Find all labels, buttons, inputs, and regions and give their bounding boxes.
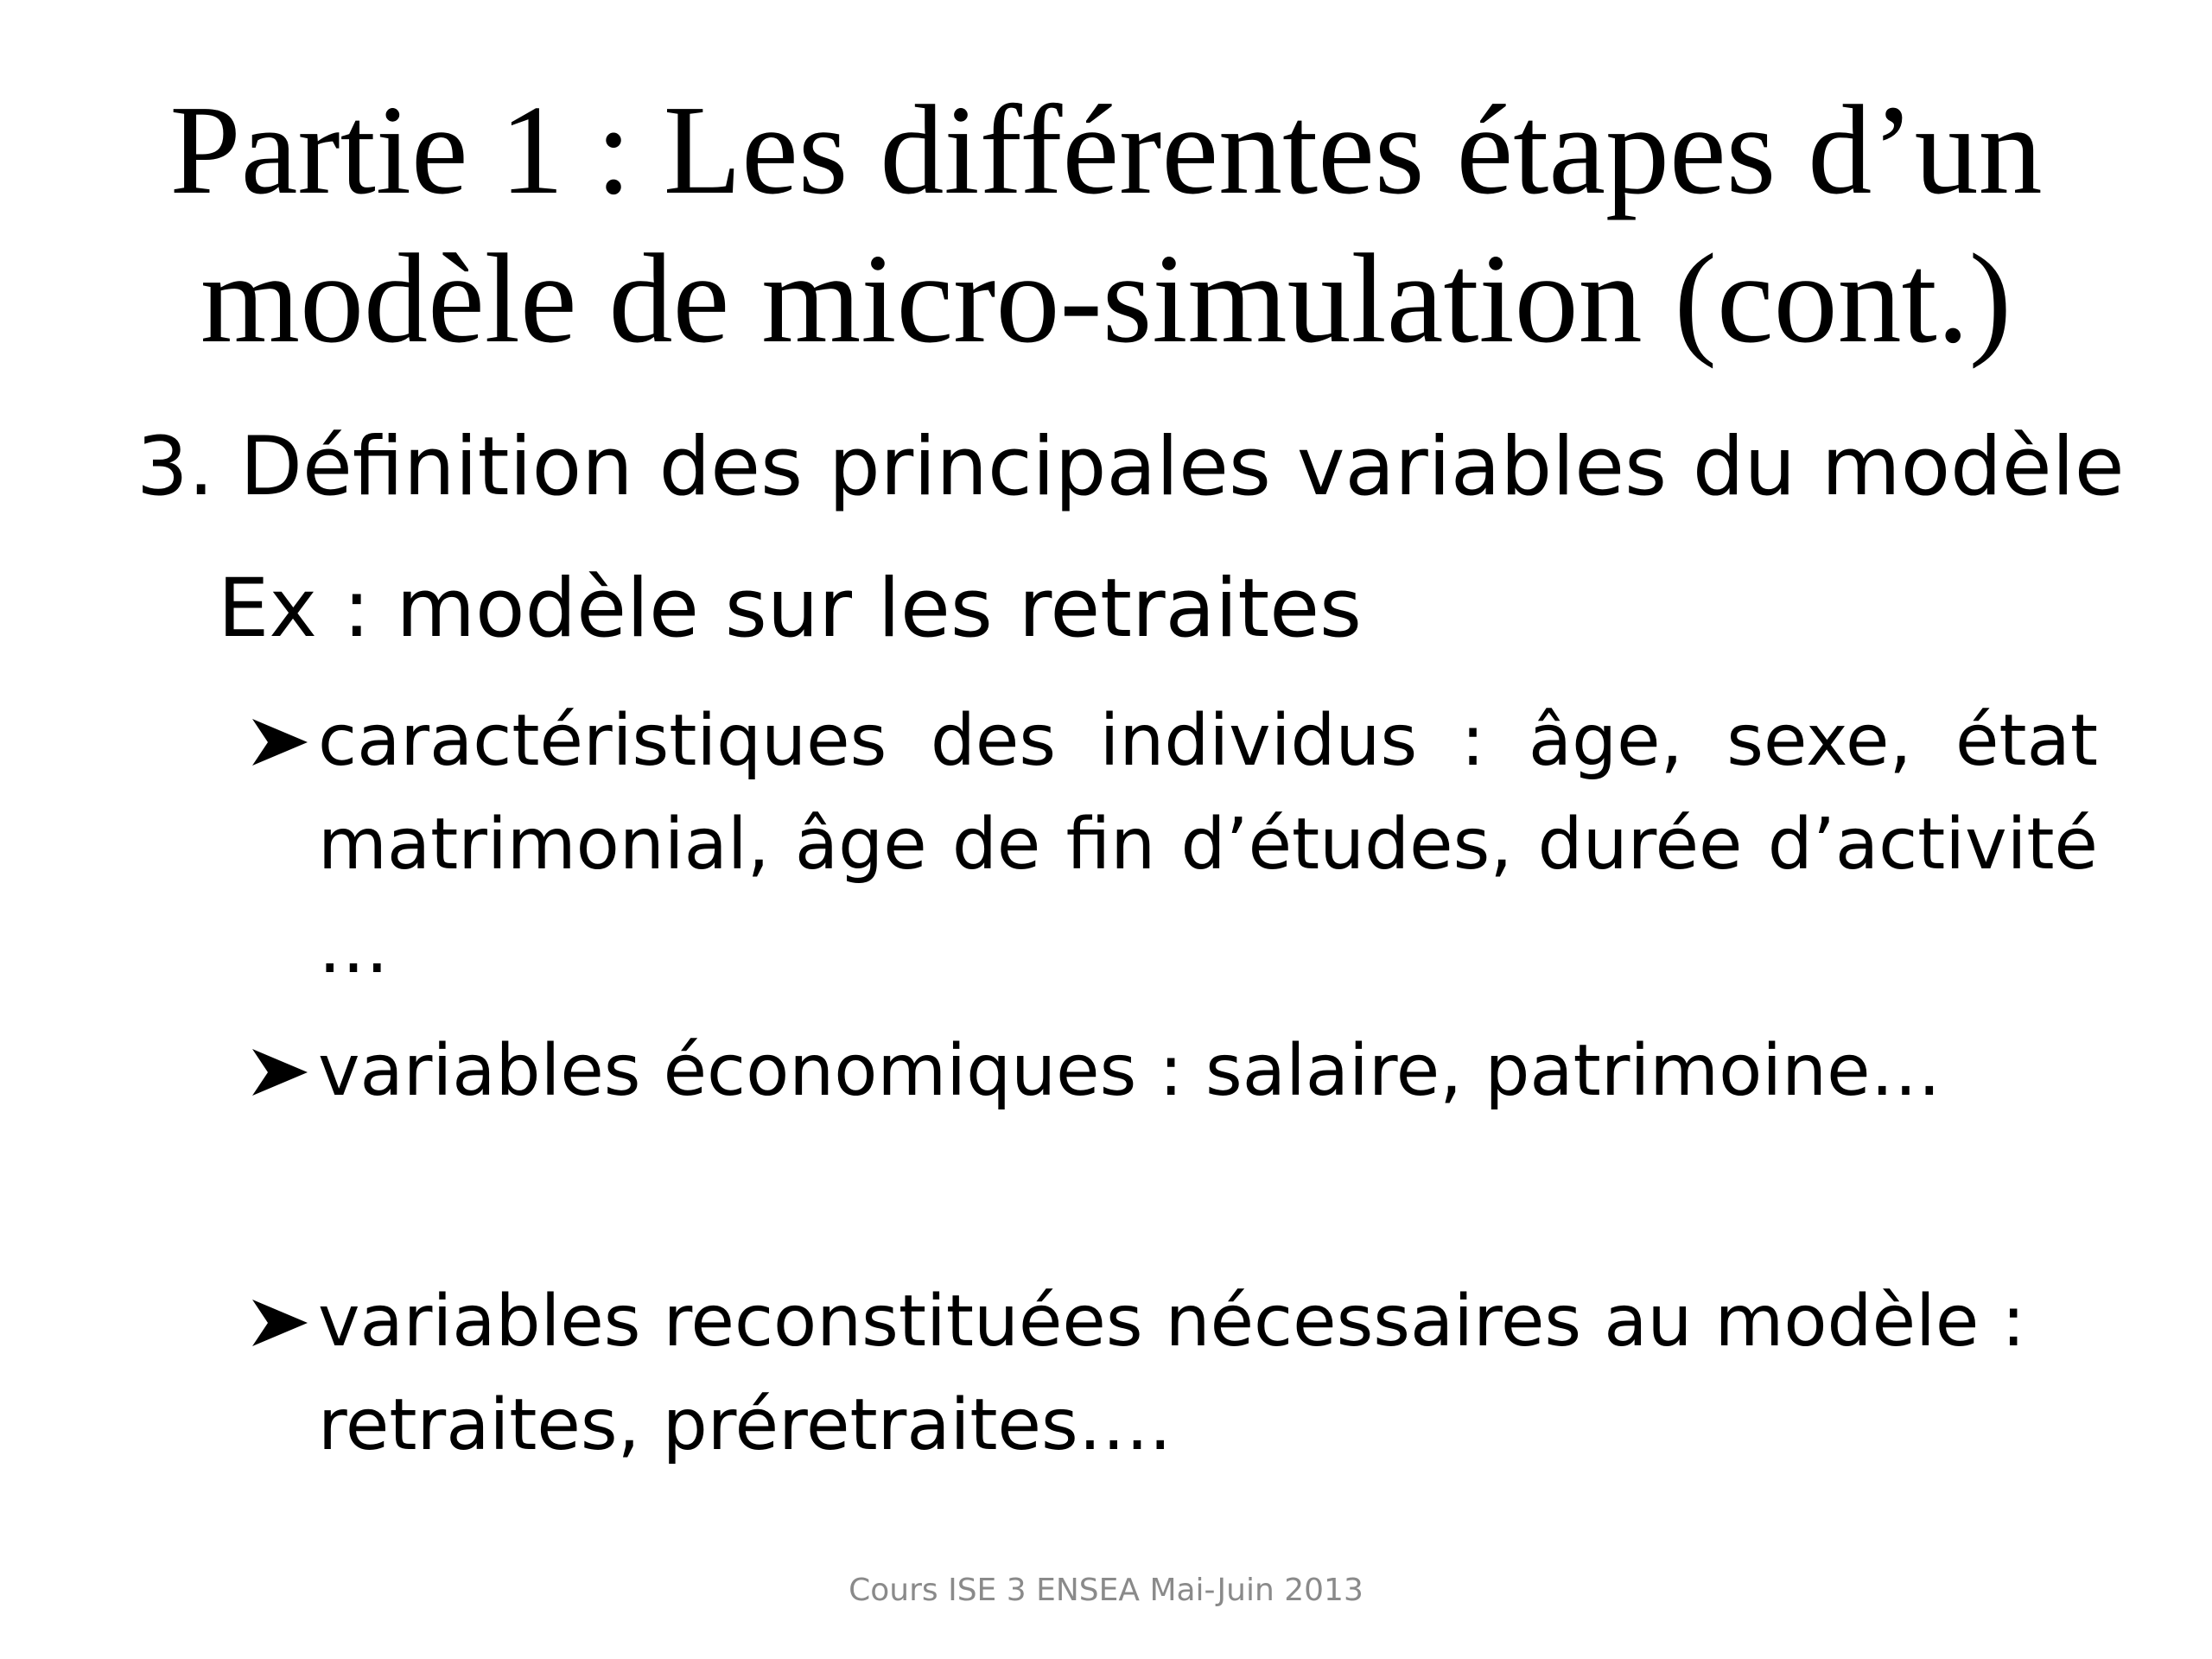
bullet-item-characteristics: [249, 690, 2098, 1001]
example-subheading: Ex : modèle sur les retraites: [218, 562, 1363, 656]
bullet-text: caractéristiques des individus : âge, sexe, état matrimonial, âge de fin d’études, durée d’activité …: [318, 700, 2098, 989]
slide-title-line-1: Partie 1 : Les différentes étapes d’un: [169, 79, 2043, 221]
arrow-bullet-icon: [249, 715, 311, 769]
section-heading: 3. Définition des principales variables du modèle: [137, 420, 2125, 514]
bullet-text: variables reconstituées nécessaires au modèle : retraites, préretraites….: [318, 1281, 2025, 1466]
bullet-text: variables économiques : salaire, patrimoine…: [318, 1030, 1942, 1112]
bullet-item-reconstituted: [249, 1270, 2098, 1478]
arrow-bullet-icon: [249, 1296, 311, 1350]
bullet-item-economic: [249, 1020, 2098, 1123]
arrow-bullet-icon: [249, 1046, 311, 1099]
slide-title: [130, 76, 2082, 373]
slide-footer: Cours ISE 3 ENSEA Mai-Juin 2013: [849, 1573, 1363, 1608]
slide-title-line-2: modèle de micro-simulation (cont.): [200, 228, 2012, 370]
